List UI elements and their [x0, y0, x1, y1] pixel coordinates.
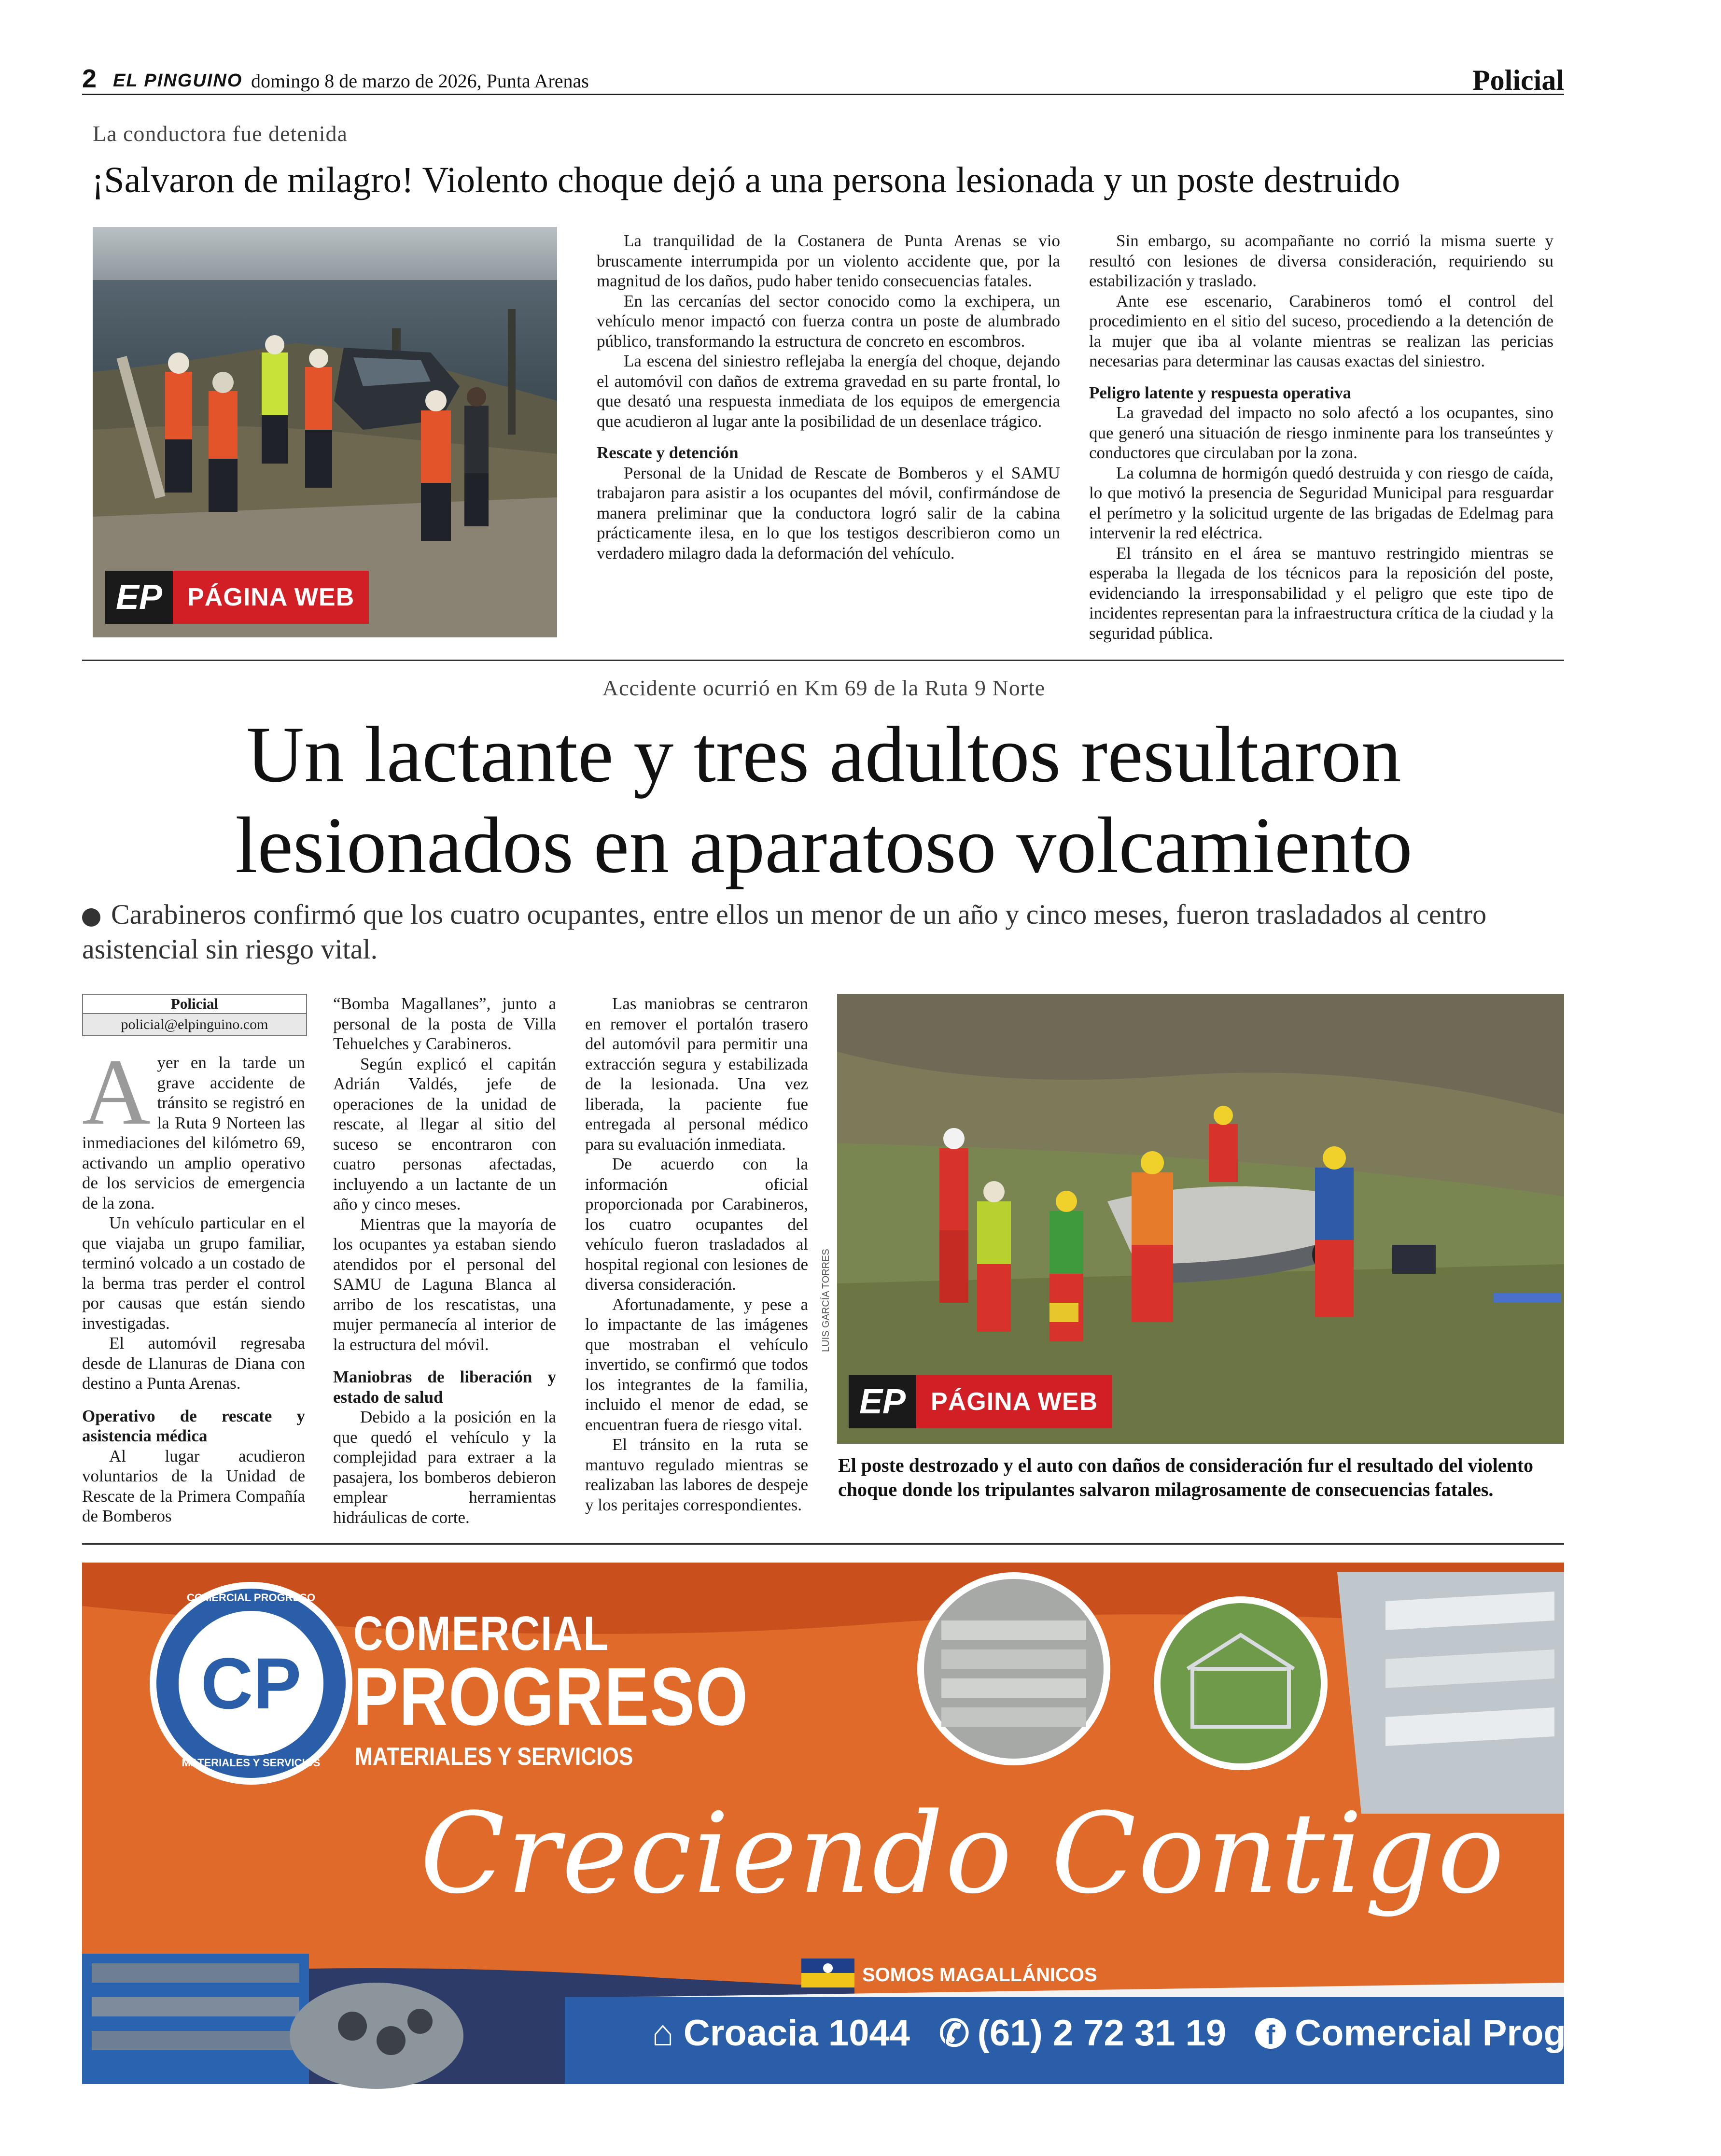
comercial-progreso-ad[interactable] — [82, 1563, 1721, 2084]
photo-credit: LUIS GARCÍA TORRES — [821, 1249, 831, 1352]
phone-icon: ✆ — [938, 2013, 970, 2054]
article1-photo — [93, 227, 557, 637]
photo-caption: El poste destrozado y el auto con daños de consideración fur el resultado del violento choque donde los tripulantes salvaron milagrosamente de consecuencias fatales. — [838, 1454, 1534, 1500]
pagina-web-badge — [105, 571, 369, 624]
lead-text: yer en la tarde un grave accidente de tránsito se registró en la Ruta 9 Norteen las inmediaciones del kilómetro 69, activando un amplio operativo de los servicios de emergencia de la zona. — [82, 1053, 305, 1212]
article2-column-1 — [82, 1040, 305, 1526]
ad-logo-ring-top: COMERCIAL PROGRESO — [186, 1592, 316, 1604]
paragraph: “Bomba Magallanes”, junto a personal de la posta de Villa Tehuelches y Carabineros. — [333, 994, 556, 1053]
paragraph: Debido a la posición en la que quedó el vehículo y la complejidad para extraer a la pasajera, los bomberos debieron emplear herramientas hidráulicas de corte. — [333, 1408, 556, 1527]
paragraph: Ante ese escenario, Carabineros tomó el control del procedimiento en el sitio del suceso, procediendo a la detención de la mujer que iba al volante mientras se realizan las pericias necesarias para determinar las causas exactas del siniestro. — [1089, 291, 1553, 370]
title-line: lesionados en aparatoso volcamiento — [235, 801, 1413, 889]
byline-section: Policial — [83, 995, 306, 1014]
ad-address: Croacia 1044 — [683, 2013, 910, 2054]
paragraph: El tránsito en la ruta se mantuvo regulado mientras se realizaban las labores de despeje y los peritajes correspondientes. — [585, 1435, 808, 1514]
article2-kicker: Accidente ocurrió en Km 69 de la Ruta 9 Norte — [602, 676, 1046, 700]
paragraph: Al lugar acudieron voluntarios de la Unidad de Rescate de la Primera Compañía de Bomberos — [82, 1446, 305, 1525]
paragraph: La escena del siniestro reflejaba la energía del choque, dejando el automóvil con daños de extrema gravedad en su parte frontal, lo que desató una respuesta inmediata de los equipos de emergencia que acudieron al lugar ante la posibilidad de un desenlace trágico. — [597, 352, 1060, 431]
subheading: Peligro latente y respuesta operativa — [1089, 383, 1352, 402]
section-divider — [82, 1543, 1564, 1545]
paragraph: El automóvil regresaba desde de Llanuras de Diana con destino a Punta Arenas. — [82, 1334, 305, 1393]
paragraph: Según explicó el capitán Adrián Valdés, jefe de operaciones de la unidad de rescate, al llegar al sitio del suceso se encontraron con cuatro personas afectadas, incluyendo a un lactante de un año y cinco meses. — [333, 1054, 556, 1213]
ep-logo: EP — [849, 1375, 916, 1428]
paragraph — [82, 1040, 305, 1213]
paragraph: El tránsito en el área se mantuvo restringido mientras se esperaba la llegada de los técnicos para la reposición del poste, evidenciando la irresponsabilidad y el peligro que este tipo de incidentes representan para la infraestructura crítica de la ciudad y la seguridad pública. — [1089, 543, 1554, 643]
subheading: Rescate y detención — [597, 443, 739, 462]
section-name: Policial — [1472, 64, 1564, 96]
article2-photo — [837, 994, 1564, 1444]
article2-column-3 — [585, 994, 808, 1515]
paragraph: Las maniobras se centraron en remover el portalón trasero del automóvil para permitir una extracción segura y estabilizada de la lesionada. Una vez liberada, la paciente fue entregada al personal médico para su evaluación inmediata. — [585, 994, 808, 1154]
ad-photo-pipes — [290, 1983, 463, 2089]
paragraph: La gravedad del impacto no solo afectó a los ocupantes, sino que generó una situación de riesgo inminente para los transeúntes y conductores que circulaban por la zona. — [1089, 403, 1553, 462]
dek-text: Carabineros confirmó que los cuatro ocupantes, entre ellos un menor de un año y cinco meses, fueron trasladados al centro asistencial sin riesgo vital. — [82, 899, 1487, 965]
ad-brand-line3: MATERIALES Y SERVICIOS — [355, 1743, 633, 1771]
article1-column-1 — [597, 231, 1060, 563]
ad-logo-text: CP — [200, 1643, 302, 1724]
paragraph: Afortunadamente, y pese a lo impactante de las imágenes que mostraban el vehículo invertido, se confirmó que todos los integrantes de la familia, incluido el menor de edad, se encuentran fuera de riesgo vital. — [585, 1295, 808, 1434]
paragraph: Mientras que la mayoría de los ocupantes ya estaban siendo atendidos por el personal del SAMU de Laguna Blanca al arribo de los rescatistas, una mujer permanecía al interior de la estructura del móvil. — [333, 1214, 556, 1354]
title-line: Un lactante y tres adultos resultaron — [246, 710, 1401, 799]
paragraph: De acuerdo con la información oficial proporcionada por Carabineros, los cuatro ocupantes del vehículo fueron trasladados al hospital regional con lesiones de diversa consideración. — [585, 1155, 808, 1294]
page-header — [82, 64, 1564, 95]
article2-column-2 — [333, 994, 556, 1527]
section-divider — [82, 660, 1564, 661]
ad-logo-ring-bottom: MATERIALES Y SERVICIOS — [182, 1757, 321, 1769]
paragraph: Personal de la Unidad de Rescate de Bomberos y el SAMU trabajaron para asistir a los ocupantes del móvil, confirmándose de manera preliminar que la conductora logró salir de la cabina prácticamente ilesa, en lo que los testigos describieron como un verdadero milagro dada la deformación del vehículo. — [597, 463, 1060, 563]
ad-contact-bar — [652, 2012, 1721, 2055]
newspaper-brand: EL PINGUINO — [113, 70, 243, 91]
paragraph: En las cercanías del sector conocido como la exchipera, un vehículo menor impactó con fuerza contra un poste de alumbrado público, transformando la estructura de concreto en escombros. — [597, 291, 1060, 351]
page-number: 2 — [82, 64, 97, 93]
ep-logo: EP — [105, 571, 173, 624]
drop-cap: A — [82, 1040, 151, 1144]
subheading: Maniobras de liberación y estado de salud — [333, 1367, 556, 1407]
article2-dek — [82, 897, 1564, 967]
byline-box — [82, 994, 307, 1036]
pagina-web-label: PÁGINA WEB — [173, 571, 369, 624]
paragraph: Un vehículo particular en el que viajaba un grupo familiar, terminó volcado a un costado de la berma tras perder el control por causas que están siendo investigadas. — [82, 1213, 305, 1333]
issue-date: domingo 8 de marzo de 2026, Punta Arenas — [251, 70, 589, 92]
pagina-web-label: PÁGINA WEB — [916, 1375, 1112, 1428]
byline-email[interactable]: policial@elpinguino.com — [83, 1014, 306, 1035]
bullet-icon — [82, 908, 100, 927]
paragraph: La columna de hormigón quedó destruida y con riesgo de caída, lo que motivó la presencia de Seguridad Municipal para resguardar el perímetro y la solicitud urgente de las brigadas de Edelmag para intervenir la red eléctrica. — [1089, 463, 1553, 542]
ad-facebook[interactable]: Comercial Progreso puq — [1295, 2013, 1721, 2054]
article1-column-2 — [1089, 231, 1553, 643]
ad-brand-line1: COMERCIAL — [353, 1606, 610, 1661]
home-icon: ⌂ — [652, 2013, 674, 2054]
paragraph: La tranquilidad de la Costanera de Punta Arenas se vio bruscamente interrumpida por un violento accidente que, por la magnitud de los daños, pudo haber tenido consecuencias fatales. — [597, 231, 1060, 290]
article1-title: ¡Salvaron de milagro! Violento choque dejó a una persona lesionada y un poste destruido — [92, 160, 1400, 200]
article2-title — [0, 709, 1648, 890]
pagina-web-badge — [849, 1375, 1112, 1428]
ad-brand-line2: PROGRESO — [353, 1651, 749, 1743]
article1-kicker: La conductora fue detenida — [93, 121, 348, 146]
ad-phone[interactable]: (61) 2 72 31 19 — [977, 2013, 1227, 2054]
facebook-icon: f — [1255, 2018, 1286, 2049]
paragraph: Sin embargo, su acompañante no corrió la misma suerte y resultó con lesiones de diversa consideración, requiriendo su estabilización y traslado. — [1089, 231, 1553, 290]
ad-photo-shelves — [82, 1954, 309, 2084]
ad-tagline: SOMOS MAGALLÁNICOS — [862, 1964, 1097, 1986]
subheading: Operativo de rescate y asistencia médica — [82, 1406, 305, 1445]
ad-slogan: Creciendo Contigo — [420, 1790, 1506, 1918]
